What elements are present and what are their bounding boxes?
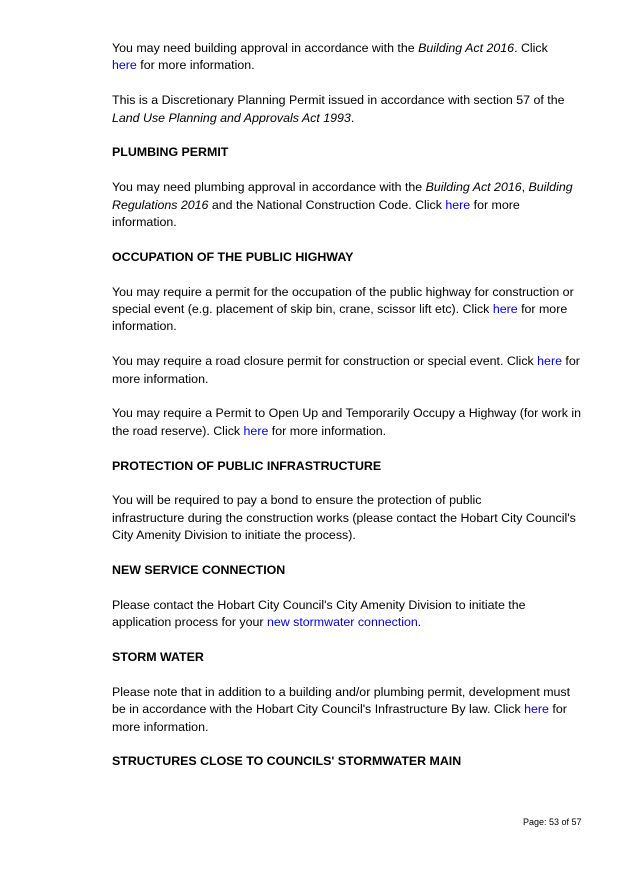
open-up-highway-paragraph [112, 405, 582, 440]
infrastructure-paragraph [112, 492, 582, 544]
plumbing-paragraph [112, 179, 582, 231]
text: and the National Construction Code. Click [208, 197, 446, 212]
text: . [417, 615, 422, 630]
highway-permit-paragraph [112, 284, 582, 336]
act-title: Building Act 2016 [425, 180, 522, 195]
structures-heading: STRUCTURES CLOSE TO COUNCILS' STORMWATER MAIN [112, 754, 462, 769]
text: infrastructure during the construction works (please contact the Hobart City Council's City Amenity Division to initiate the process). [112, 510, 576, 543]
storm-water-heading: STORM WATER [112, 650, 204, 665]
text: You may require a permit for the occupation of the public highway for construction or special event (e.g. placement of skip bin, crane, scissor lift etc). Click [112, 284, 574, 317]
text: for more information. [112, 197, 520, 230]
service-connection-heading: NEW SERVICE CONNECTION [112, 563, 286, 578]
discretionary-paragraph [112, 92, 582, 127]
highway-heading: OCCUPATION OF THE PUBLIC HIGHWAY [112, 249, 354, 264]
text: for more information. [112, 302, 568, 334]
text: for more information. [112, 354, 580, 386]
service-connection-paragraph [112, 597, 582, 632]
text: You may need plumbing approval in accordance with the [112, 180, 426, 195]
text: . [350, 110, 355, 125]
act-title: Land Use Planning and Approvals Act 1993 [112, 110, 351, 125]
text: for more information. [136, 58, 255, 73]
text: , [521, 180, 529, 195]
text: You may require a Permit to Open Up and Temporarily Occupy a Highway (for work in the road reserve). Click [112, 406, 581, 438]
text: . Click [514, 41, 548, 55]
text: for more information. [268, 423, 387, 438]
highway-permit-link[interactable]: here [492, 302, 518, 317]
building-approval-paragraph [112, 40, 582, 75]
storm-water-link[interactable]: here [524, 702, 549, 717]
text: You will be required to pay a bond to ensure the protection of public [112, 493, 482, 508]
act-title: Building Regulations 2016 [112, 180, 573, 212]
road-closure-link[interactable]: here [537, 354, 562, 369]
storm-water-paragraph [112, 684, 582, 736]
plumbing-info-link[interactable]: here [445, 197, 471, 212]
text: You may need building approval in accordance with the [112, 41, 419, 55]
building-info-link[interactable]: here [112, 58, 137, 73]
act-title: Building Act 2016 [418, 41, 515, 55]
stormwater-connection-link[interactable]: new stormwater connection [266, 615, 418, 630]
text: Please contact the Hobart City Council's City Amenity Division to initiate the application process for your [112, 597, 526, 630]
text: You may require a road closure permit for construction or special event. Click [112, 354, 538, 369]
text: This is a Discretionary Planning Permit issued in accordance with section 57 of the [112, 93, 565, 108]
text: for more information. [112, 702, 567, 734]
document-page [112, 40, 582, 788]
road-closure-paragraph [112, 353, 582, 388]
open-up-highway-link[interactable]: here [243, 423, 269, 438]
page-number: Page: 53 of 57 [523, 817, 582, 827]
infrastructure-heading: PROTECTION OF PUBLIC INFRASTRUCTURE [112, 458, 382, 473]
text: Please note that in addition to a building and/or plumbing permit, development must be in accordance with the Hobart City Council's Infrastructure By law. Click [112, 684, 571, 717]
plumbing-heading: PLUMBING PERMIT [112, 145, 229, 160]
